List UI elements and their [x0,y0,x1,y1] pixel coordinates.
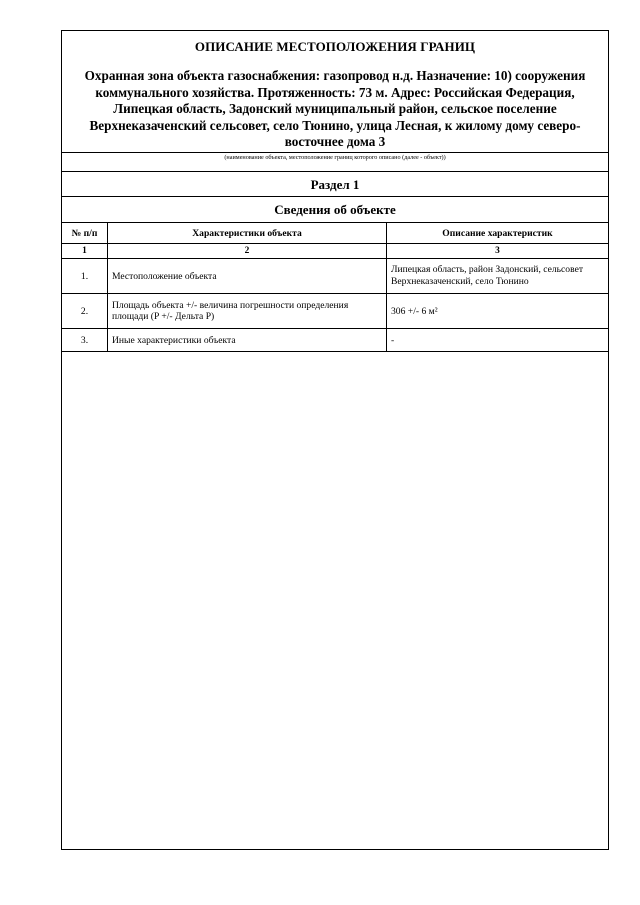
object-info-table [61,222,609,352]
header-cell-description: Описание характеристик [387,223,609,244]
column-number-cell: 2 [108,244,387,259]
table-row [62,294,609,329]
row-value: 306 +/- 6 м² [387,294,609,329]
row-number: 1. [62,259,108,294]
row-characteristic: Местоположение объекта [108,259,387,294]
row-value: - [387,329,609,352]
column-number-row [62,244,609,259]
table-header-row [62,223,609,244]
document-frame [61,30,609,850]
object-description: Охранная зона объекта газоснабжения: газопровод н.д. Назначение: 10) сооружения коммунального хозяйства. Протяженность: 73 м. Адрес: Российская Федерация, Липецкая область, Задонский муниципальный район, сельское поселение Верхнеказаченский сельсовет, село Тюнино, улица Лесная, к жилому дому северо-восточнее дома 3 [84,68,586,150]
column-number-cell: 3 [387,244,609,259]
divider [62,171,608,172]
column-number-cell: 1 [62,244,108,259]
table-row [62,329,609,352]
section-subtitle: Сведения об объекте [274,202,396,217]
section-title: Раздел 1 [310,177,360,192]
divider [62,152,608,153]
row-value: Липецкая область, район Задонский, сельсовет Верхнеказаченский, село Тюнино [387,259,609,294]
row-characteristic: Иные характеристики объекта [108,329,387,352]
object-caption: (наименование объекта, местоположение границ которого описано (далее - объект)) [224,154,446,161]
table-row [62,259,609,294]
row-number: 2. [62,294,108,329]
document-title: ОПИСАНИЕ МЕСТОПОЛОЖЕНИЯ ГРАНИЦ [194,39,476,54]
header-cell-characteristics: Характеристики объекта [108,223,387,244]
row-number: 3. [62,329,108,352]
header-cell-number: № п/п [62,223,108,244]
divider [62,196,608,197]
row-characteristic: Площадь объекта +/- величина погрешности определения площади (P +/- Дельта P) [108,294,387,329]
